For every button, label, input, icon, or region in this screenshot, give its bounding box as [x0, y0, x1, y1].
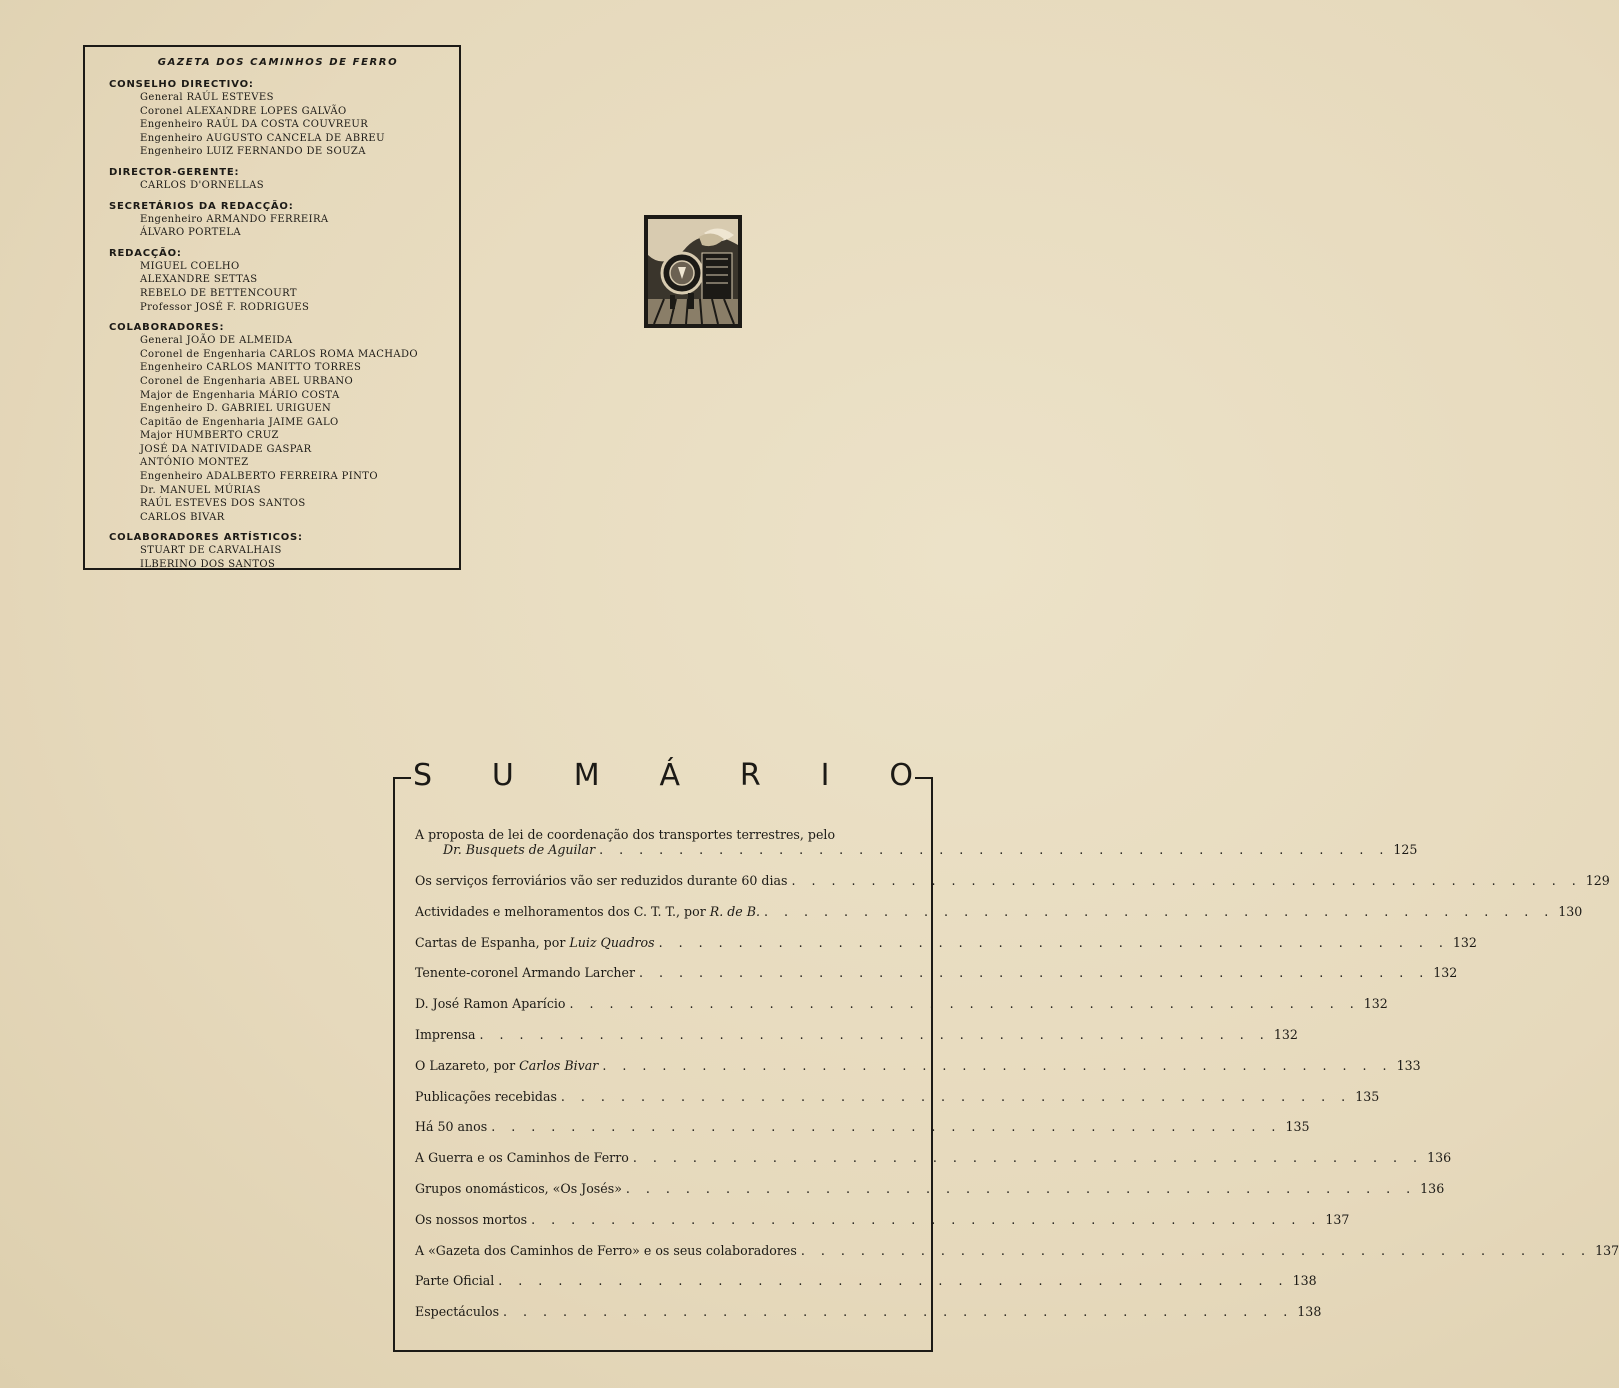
summary-entry [415, 1119, 1310, 1150]
summary-title-letter: I [820, 758, 830, 793]
summary-entry-title [415, 1273, 494, 1288]
masthead-name-line: Engenheiro LUIZ FERNANDO DE SOUZA [140, 146, 366, 158]
summary-title-letter: R [739, 758, 761, 793]
summary-entry-title [415, 1027, 476, 1042]
summary-entry-text: Luiz Quadros [569, 934, 655, 950]
leader-dots: . . . . . . . . . . . . . . . . . . . . . . . . . . . . . . . . . . . . . . . . [491, 1119, 1282, 1135]
leader-dots: . . . . . . . . . . . . . . . . . . . . . . . . . . . . . . . . . . . . . . . . [503, 1304, 1294, 1320]
summary-entry-page: 135 [1355, 1088, 1380, 1104]
masthead-section [109, 321, 447, 524]
summary-entry-title [415, 1058, 598, 1073]
masthead-section-heading: SECRETÁRIOS DA REDACÇÃO: [109, 200, 294, 212]
masthead-name-line: ÁLVARO PORTELA [140, 227, 242, 239]
leader-dots: . . . . . . . . . . . . . . . . . . . . . . . . . . . . . . . . . . . . . . . . [639, 965, 1430, 981]
summary-entry-title [415, 1212, 527, 1227]
summary-entry-text: R. de B. [709, 903, 760, 919]
summary-entry [415, 1180, 1445, 1212]
leader-dots: . . . . . . . . . . . . . . . . . . . . . . . . . . . . . . . . . . . . . . . . [531, 1211, 1322, 1227]
masthead-name-line: RAÚL ESTEVES DOS SANTOS [140, 498, 306, 510]
summary-entry-text: Os serviços ferroviários vão ser reduzidos durante 60 dias [415, 873, 788, 888]
summary-entry [415, 903, 1583, 935]
summary-entry [415, 1026, 1298, 1058]
masthead-name-line: STUART DE CARVALHAIS [140, 545, 282, 557]
summary-entry-text: Grupos onomásticos, «Os Josés» [415, 1180, 622, 1196]
summary-entry-page: 133 [1396, 1057, 1421, 1073]
summary-entry-text: Há 50 anos [415, 1119, 488, 1135]
summary-entry-page: 138 [1292, 1273, 1317, 1289]
summary-entry-text: Imprensa [415, 1026, 476, 1042]
leader-dots: . . . . . . . . . . . . . . . . . . . . . . . . . . . . . . . . . . . . . . . . [632, 1150, 1424, 1166]
masthead-sections [109, 78, 447, 572]
summary-entry-title [415, 1119, 487, 1134]
summary-entry-page: 137 [1325, 1211, 1350, 1227]
masthead-section-heading: DIRECTOR-GERENTE: [109, 166, 240, 178]
masthead-name-line: REBELO DE BETTENCOURT [140, 287, 297, 299]
masthead-name-line: ILBERINO DOS SANTOS [140, 559, 276, 571]
summary-entry-text: Actividades e melhoramentos dos C. T. T., por [415, 903, 710, 919]
leader-dots: . . . . . . . . . . . . . . . . . . . . . . . . . . . . . . . . . . . . . . . . [658, 934, 1449, 950]
masthead-name-line: Engenheiro ARMANDO FERREIRA [140, 213, 329, 225]
summary-entry-title [415, 904, 760, 919]
summary-box [393, 758, 1619, 1352]
masthead-section-heading: REDACÇÃO: [109, 247, 182, 259]
summary-entry-title [415, 1150, 629, 1165]
summary-entry-text: O Lazareto, por [415, 1057, 520, 1073]
masthead-name-line: ANTÓNIO MONTEZ [140, 457, 249, 469]
summary-entry-text: A Guerra e os Caminhos de Ferro [415, 1150, 629, 1166]
masthead-name-line: Coronel de Engenharia ABEL URBANO [140, 375, 354, 387]
summary-entry-title [415, 996, 566, 1011]
leader-dots: . . . . . . . . . . . . . . . . . . . . . . . . . . . . . . . . . . . . . . . . [800, 1242, 1592, 1258]
masthead-name-line: JOSÉ DA NATIVIDADE GASPAR [140, 443, 312, 455]
summary-entry-title [415, 1243, 797, 1258]
summary-list [415, 827, 1619, 1335]
locomotive-woodcut-icon [644, 215, 742, 328]
masthead-name-line: Dr. MANUEL MÚRIAS [140, 484, 261, 496]
leader-dots: . . . . . . . . . . . . . . . . . . . . . . . . . . . . . . . . . . . . . . . . [479, 1026, 1270, 1042]
masthead-name-line: Professor JOSÉ F. RODRIGUES [140, 301, 310, 313]
summary-entry-page: 132 [1363, 996, 1388, 1012]
masthead-section [109, 78, 447, 159]
summary-entry [415, 934, 1477, 966]
summary-entry-title [415, 935, 655, 950]
masthead-section [109, 166, 447, 193]
masthead-name-line: Coronel ALEXANDRE LOPES GALVÃO [140, 105, 347, 117]
summary-entry [415, 965, 1458, 996]
summary-entry-title [415, 965, 635, 980]
summary-entry [415, 996, 1388, 1027]
masthead-section [109, 531, 447, 571]
leader-dots: . . . . . . . . . . . . . . . . . . . . . . . . . . . . . . . . . . . . . . . . [764, 903, 1555, 919]
masthead-name-line: Capitão de Engenharia JAIME GALO [140, 416, 339, 428]
leader-dots: . . . . . . . . . . . . . . . . . . . . . . . . . . . . . . . . . . . . . . . . [602, 1057, 1393, 1073]
masthead-name-line: General JOÃO DE ALMEIDA [140, 335, 293, 347]
summary-title-letter: Á [659, 758, 681, 793]
summary-entry [415, 873, 1610, 904]
summary-entry-text: Espectáculos [415, 1304, 500, 1320]
masthead-name-line: MIGUEL COELHO [140, 260, 240, 272]
masthead-name-line: CARLOS BIVAR [140, 511, 225, 523]
leader-dots: . . . . . . . . . . . . . . . . . . . . . . . . . . . . . . . . . . . . . . . . [569, 996, 1360, 1012]
summary-title-letter: U [491, 758, 514, 793]
summary-entry-page: 132 [1273, 1026, 1298, 1042]
summary-entry-page: 132 [1452, 934, 1477, 950]
leader-dots: . . . . . . . . . . . . . . . . . . . . . . . . . . . . . . . . . . . . . . . . [791, 873, 1582, 888]
masthead-name-line: Engenheiro CARLOS MANITTO TORRES [140, 362, 362, 374]
leader-dots: . . . . . . . . . . . . . . . . . . . . . . . . . . . . . . . . . . . . . . . . [599, 842, 1390, 857]
summary-border-left [393, 777, 411, 779]
summary-entry-title [415, 1181, 622, 1196]
masthead-section-heading: COLABORADORES ARTÍSTICOS: [109, 532, 303, 544]
summary-title-letter: M [573, 758, 600, 793]
summary-entry-text: Tenente-coronel Armando Larcher [415, 965, 636, 981]
masthead-name-line: Engenheiro ADALBERTO FERREIRA PINTO [140, 471, 378, 483]
summary-entry [415, 1304, 1322, 1335]
summary-entry-page: 136 [1427, 1150, 1452, 1166]
summary-entry-text: D. José Ramon Aparício [415, 996, 566, 1012]
summary-entry-text: Dr. Busquets de Aguilar [443, 842, 596, 857]
leader-dots: . . . . . . . . . . . . . . . . . . . . . . . . . . . . . . . . . . . . . . . . [498, 1273, 1289, 1289]
summary-entry-title [415, 1089, 557, 1104]
masthead-name-line: CARLOS D'ORNELLAS [140, 179, 264, 191]
summary-entry [415, 827, 1418, 873]
summary-entry-text: A proposta de lei de coordenação dos transportes terrestres, pelo [415, 827, 836, 842]
masthead-section [109, 200, 447, 240]
summary-entry [415, 1211, 1350, 1243]
leader-dots: . . . . . . . . . . . . . . . . . . . . . . . . . . . . . . . . . . . . . . . . [560, 1088, 1352, 1104]
summary-entry-text: A «Gazeta dos Caminhos de Ferro» e os seus colaboradores [415, 1242, 797, 1258]
summary-entry-page: 130 [1558, 903, 1583, 919]
summary-entry-page: 132 [1433, 965, 1458, 981]
leader-dots: . . . . . . . . . . . . . . . . . . . . . . . . . . . . . . . . . . . . . . . . [625, 1180, 1417, 1196]
summary-entry [415, 1088, 1380, 1120]
masthead-box [83, 45, 461, 570]
summary-entry-page: 138 [1297, 1304, 1322, 1320]
summary-title-letter: S [413, 758, 433, 793]
summary-entry-page: 135 [1285, 1119, 1310, 1135]
summary-title [413, 757, 913, 795]
masthead-section-heading: COLABORADORES: [109, 322, 225, 334]
masthead-name-line: Engenheiro D. GABRIEL URIGUEN [140, 403, 332, 415]
summary-entry-page: 125 [1393, 842, 1418, 857]
summary-entry-page: 129 [1585, 873, 1610, 888]
summary-entry [415, 1242, 1619, 1274]
summary-entry-text: Cartas de Espanha, por [415, 934, 570, 950]
masthead-name-line: Major de Engenharia MÁRIO COSTA [140, 389, 340, 401]
masthead-section-heading: CONSELHO DIRECTIVO: [109, 79, 254, 90]
masthead-name-line: ALEXANDRE SETTAS [140, 274, 258, 286]
summary-entry [415, 1057, 1421, 1089]
masthead-name-line: Major HUMBERTO CRUZ [140, 430, 279, 442]
summary-title-letter: O [889, 758, 913, 793]
summary-entry-page: 136 [1420, 1180, 1445, 1196]
masthead-title: GAZETA DOS CAMINHOS DE FERRO [157, 57, 399, 68]
summary-entry-text: Carlos Bivar [519, 1057, 599, 1073]
masthead-name-line: Coronel de Engenharia CARLOS ROMA MACHADO [140, 348, 419, 360]
summary-border-right [915, 777, 933, 779]
summary-entry-title [415, 1304, 499, 1319]
masthead-section [109, 247, 447, 314]
summary-entry [415, 1273, 1317, 1304]
summary-entry-title [415, 873, 787, 888]
masthead-name-line: Engenheiro RAÚL DA COSTA COUVREUR [140, 119, 369, 131]
summary-entry-page: 137 [1595, 1242, 1619, 1258]
summary-entry-text: Parte Oficial [415, 1273, 495, 1289]
summary-entry-text: Os nossos mortos [415, 1211, 528, 1227]
summary-entry [415, 1150, 1452, 1181]
masthead-name-line: Engenheiro AUGUSTO CANCELA DE ABREU [140, 132, 385, 144]
masthead-name-line: General RAÚL ESTEVES [140, 92, 274, 103]
summary-entry-text: Publicações recebidas [415, 1088, 557, 1104]
